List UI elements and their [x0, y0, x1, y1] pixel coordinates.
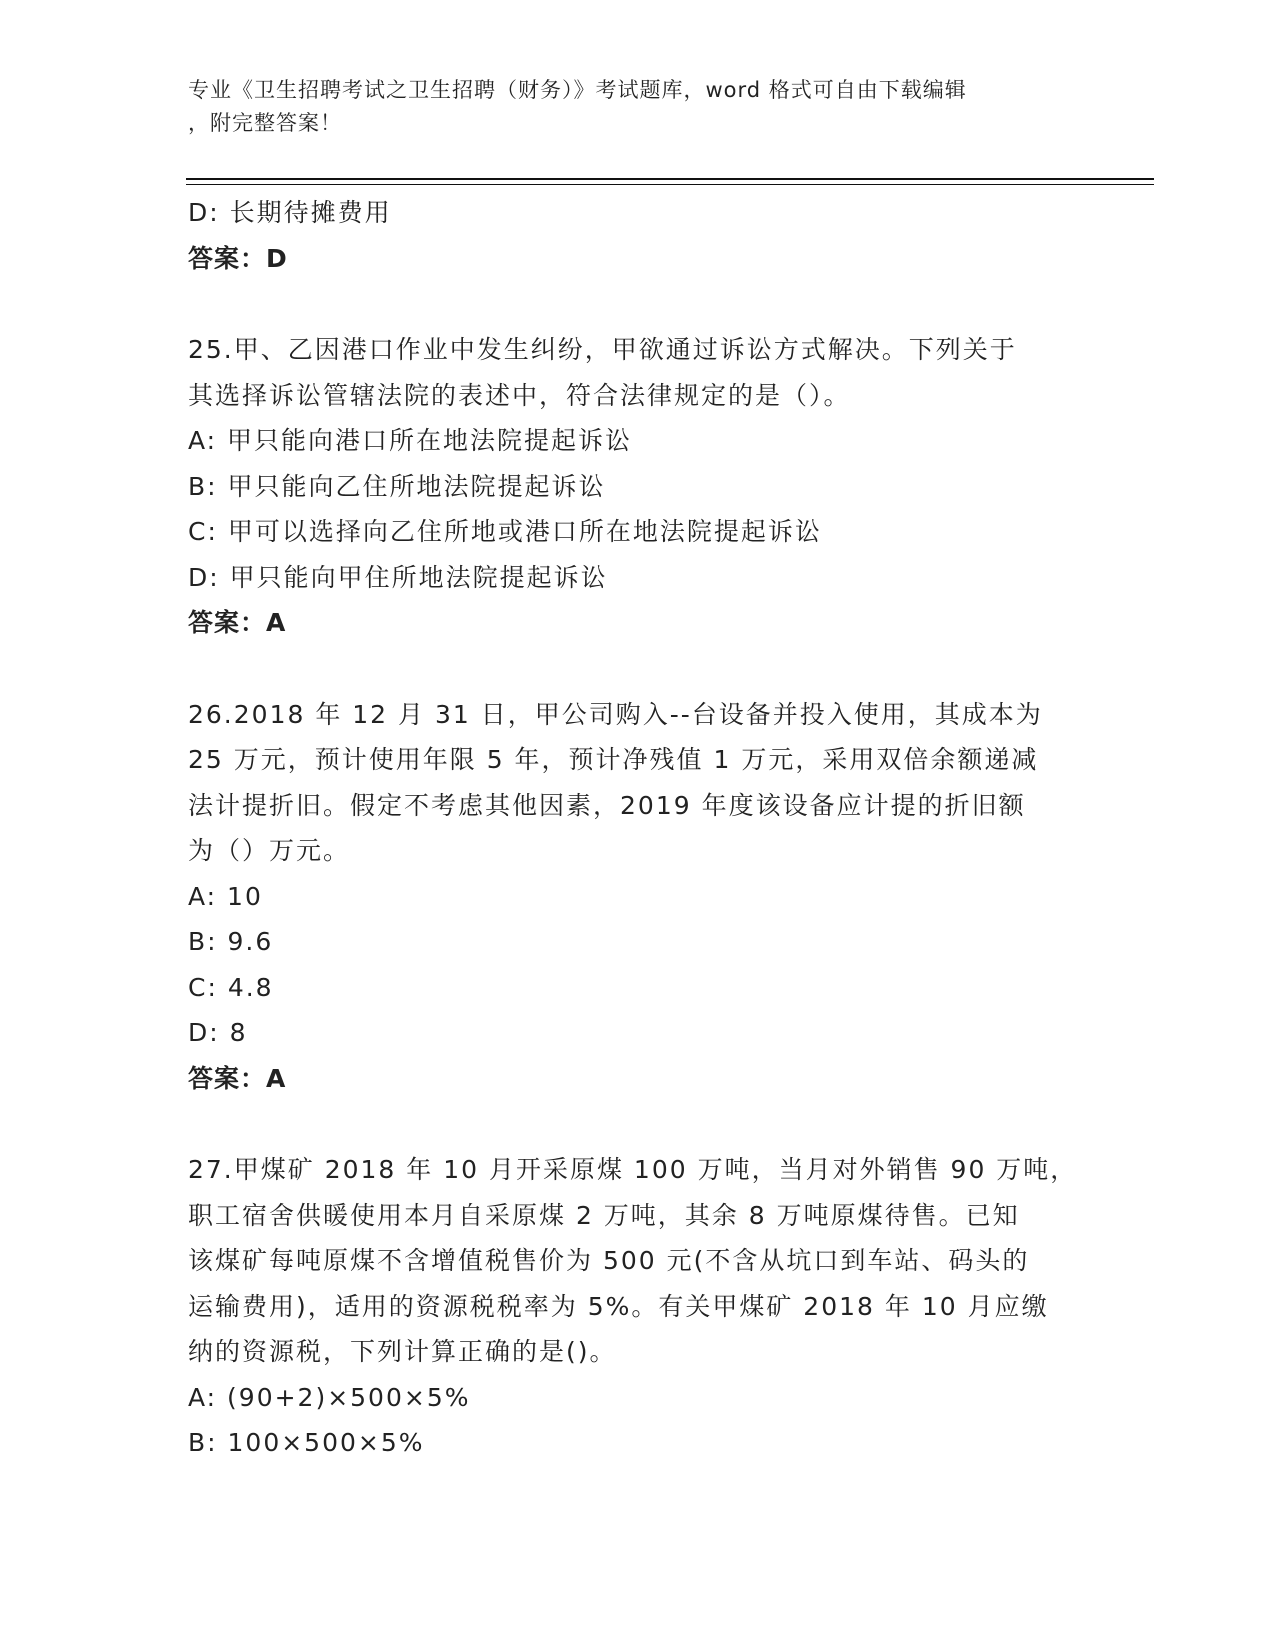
question-25 — [188, 327, 1088, 646]
option-d: D: 甲只能向甲住所地法院提起诉讼 — [188, 562, 608, 592]
option-b: B: 9.6 — [188, 927, 274, 956]
question-27 — [188, 1147, 1088, 1466]
question-26 — [188, 692, 1088, 1102]
option-c: C: 甲可以选择向乙住所地或港口所在地法院提起诉讼 — [188, 517, 822, 546]
option-a: A: 10 — [188, 881, 263, 911]
question-stem: 法计提折旧。假定不考虑其他因素，2019 年度该设备应计提的折旧额 — [188, 790, 1026, 820]
option-c: C: 4.8 — [188, 972, 274, 1002]
option-d: D: 8 — [188, 1018, 248, 1047]
header-line-1: 专业《卫生招聘考试之卫生招聘（财务）》考试题库，word 格式可自由下载编辑 — [188, 78, 967, 102]
question-stem: 27.甲煤矿 2018 年 10 月开采原煤 100 万吨，当月对外销售 90 万吨， — [188, 1155, 1078, 1184]
question-stem: 为（）万元。 — [188, 836, 351, 865]
header-rule-thin — [186, 184, 1154, 185]
option-a: A: 甲只能向港口所在地法院提起诉讼 — [188, 426, 633, 455]
spacer — [188, 281, 1088, 327]
page-header — [188, 74, 1088, 140]
question-stem: 职工宿舍供暖使用本月自采原煤 2 万吨，其余 8 万吨原煤待售。已知 — [188, 1200, 1020, 1230]
question-stem: 其选择诉讼管辖法院的表述中，符合法律规定的是（）。 — [188, 380, 851, 410]
question-stem: 26.2018 年 12 月 31 日，甲公司购入--台设备并投入使用，其成本为 — [188, 699, 1043, 729]
option-d: D: 长期待摊费用 — [188, 198, 392, 227]
answer: 答案：A — [188, 608, 287, 637]
question-stem: 该煤矿每吨原煤不含增值税售价为 500 元(不含从坑口到车站、码头的 — [188, 1246, 1030, 1275]
option-b: B: 100×500×5% — [188, 1428, 425, 1457]
option-b: B: 甲只能向乙住所地法院提起诉讼 — [188, 471, 606, 501]
question-stem: 25 万元，预计使用年限 5 年，预计净残值 1 万元，采用双倍余额递减 — [188, 745, 1039, 774]
question-stem: 运输费用)，适用的资源税税率为 5%。有关甲煤矿 2018 年 10 月应缴 — [188, 1291, 1049, 1321]
option-a: A: (90+2)×500×5% — [188, 1382, 471, 1412]
answer: 答案：D — [188, 243, 288, 273]
question-24-tail — [188, 190, 1088, 281]
document-body — [188, 190, 1088, 1466]
question-stem: 纳的资源税，下列计算正确的是()。 — [188, 1337, 617, 1366]
question-stem: 25.甲、乙因港口作业中发生纠纷，甲欲通过诉讼方式解决。下列关于 — [188, 335, 1017, 364]
spacer — [188, 1101, 1088, 1147]
header-line-2: ，附完整答案！ — [188, 111, 342, 135]
answer: 答案：A — [188, 1063, 287, 1093]
spacer — [188, 646, 1088, 692]
header-rule-thick — [186, 178, 1154, 180]
